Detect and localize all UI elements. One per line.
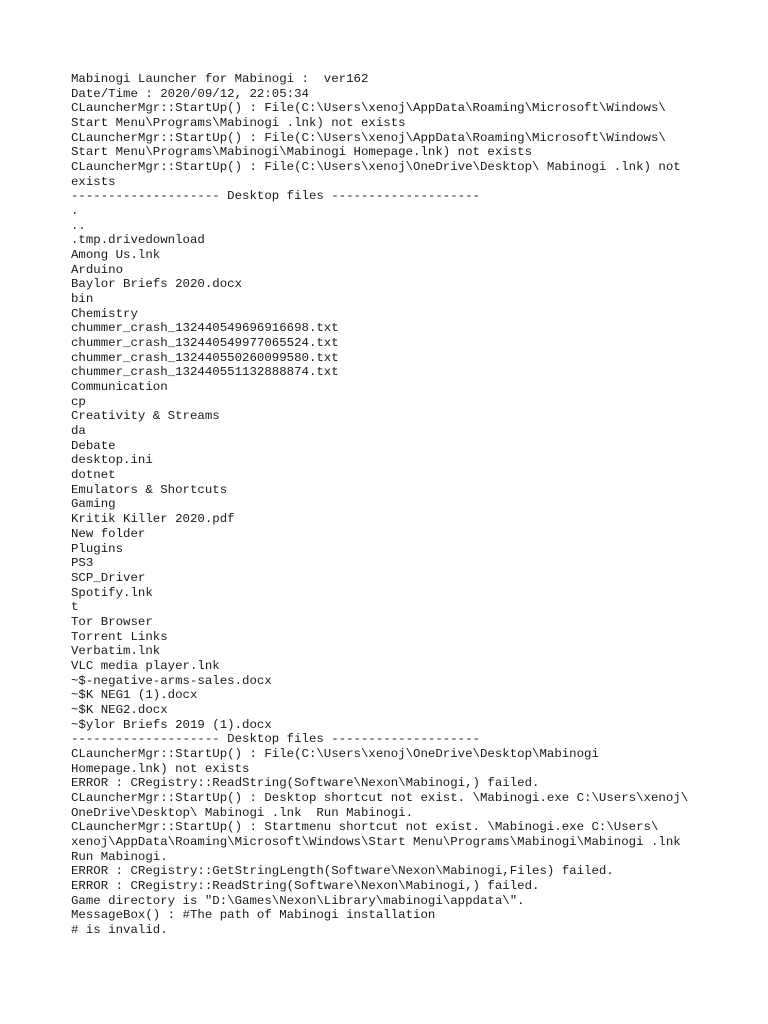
log-line: cp [71,394,86,409]
log-line: ~$-negative-arms-sales.docx [71,673,272,688]
log-line: ~$K NEG2.docx [71,702,168,717]
log-line: CLauncherMgr::StartUp() : File(C:\Users\xenoj\OneDrive\Desktop\Mabinogi [71,746,599,761]
log-line: Spotify.lnk [71,585,153,600]
log-line: OneDrive\Desktop\ Mabinogi .lnk Run Mabinogi. [71,805,414,820]
log-line: Among Us.lnk [71,248,161,263]
log-line: Creativity & Streams [71,409,220,424]
log-line: Debate [71,438,116,453]
log-line: -------------------- Desktop files -------------------- [71,732,480,747]
log-line: # is invalid. [71,922,168,937]
log-line: dotnet [71,468,116,483]
log-line: CLauncherMgr::StartUp() : File(C:\Users\xenoj\AppData\Roaming\Microsoft\Windows\ [71,101,666,116]
launcher-log-text [71,72,731,938]
log-line: ERROR : CRegistry::GetStringLength(Software\Nexon\Mabinogi,Files) failed. [71,864,614,879]
log-line: -------------------- Desktop files -------------------- [71,189,480,204]
log-line: Verbatim.lnk [71,644,161,659]
log-line: Mabinogi Launcher for Mabinogi : ver162 [71,72,369,86]
log-line: Gaming [71,497,116,512]
log-line: Emulators & Shortcuts [71,482,228,497]
log-line: desktop.ini [71,453,153,468]
log-line: Run Mabinogi. [71,849,168,864]
log-line: CLauncherMgr::StartUp() : File(C:\Users\xenoj\OneDrive\Desktop\ Mabinogi .lnk) not [71,160,681,175]
log-line: bin [71,292,94,307]
log-line: CLauncherMgr::StartUp() : File(C:\Users\xenoj\AppData\Roaming\Microsoft\Windows\ [71,130,666,145]
log-line: Start Menu\Programs\Mabinogi .lnk) not exists [71,116,406,131]
log-line: Plugins [71,541,124,556]
log-line: . [71,204,79,219]
log-line: chummer_crash_132440551132888874.txt [71,365,339,380]
log-line: Date/Time : 2020/09/12, 22:05:34 [71,86,309,101]
log-line: CLauncherMgr::StartUp() : Startmenu shortcut not exist. \Mabinogi.exe C:\Users\ [71,820,659,835]
log-line: da [71,424,86,439]
log-line: Baylor Briefs 2020.docx [71,277,243,292]
log-line: New folder [71,526,146,541]
log-line: t [71,600,79,615]
log-line: chummer_crash_132440549696916698.txt [71,321,339,336]
log-line: ERROR : CRegistry::ReadString(Software\Nexon\Mabinogi,) failed. [71,878,540,893]
log-line: Start Menu\Programs\Mabinogi\Mabinogi Homepage.lnk) not exists [71,145,533,160]
log-line: Communication [71,380,168,395]
log-line: Torrent Links [71,629,168,644]
log-line: ~$ylor Briefs 2019 (1).docx [71,717,272,732]
log-line: CLauncherMgr::StartUp() : Desktop shortcut not exist. \Mabinogi.exe C:\Users\xenoj\ [71,790,689,805]
log-line: ~$K NEG1 (1).docx [71,688,198,703]
log-line: Arduino [71,262,124,277]
log-line: chummer_crash_132440550260099580.txt [71,350,339,365]
log-line: chummer_crash_132440549977065524.txt [71,336,339,351]
log-line: VLC media player.lnk [71,658,220,673]
log-line: ERROR : CRegistry::ReadString(Software\Nexon\Mabinogi,) failed. [71,776,540,791]
log-line: Kritik Killer 2020.pdf [71,512,235,527]
log-line: exists [71,174,116,189]
log-line: SCP_Driver [71,570,146,585]
log-line: Tor Browser [71,614,153,629]
log-line: Chemistry [71,306,138,321]
log-line: .. [71,218,86,233]
log-line: Homepage.lnk) not exists [71,761,250,776]
log-line: xenoj\AppData\Roaming\Microsoft\Windows\Start Menu\Programs\Mabinogi\Mabinogi .lnk [71,834,681,849]
log-line: PS3 [71,556,94,571]
log-line: .tmp.drivedownload [71,233,205,248]
log-line: MessageBox() : #The path of Mabinogi installation [71,908,436,923]
log-line: Game directory is "D:\Games\Nexon\Library\mabinogi\appdata\". [71,893,525,908]
